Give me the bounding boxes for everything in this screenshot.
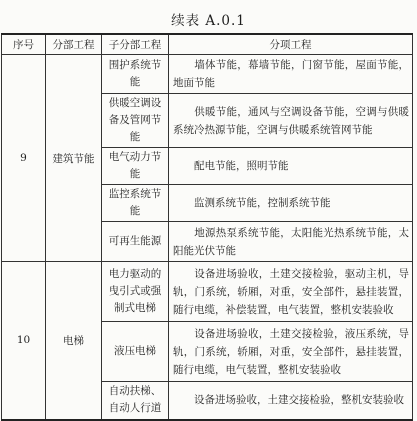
subdivision-cell: 电气动力节能 xyxy=(102,148,169,185)
items-cell xyxy=(169,148,413,185)
items-cell xyxy=(169,94,413,148)
items-text: 地源热泵系统节能，太阳能光热系统节能，太阳能光伏节能 xyxy=(173,226,409,257)
table-row xyxy=(2,55,413,94)
items-cell xyxy=(169,382,413,420)
items-cell xyxy=(169,222,413,262)
items-cell xyxy=(169,55,413,94)
items-text: 配电节能，照明节能 xyxy=(194,160,289,172)
subdivision-cell: 监控系统节能 xyxy=(102,185,169,222)
items-text: 供暖节能，通风与空调设备节能，空调与供暖系统冷热源节能，空调与供暖系统管网节能 xyxy=(173,105,409,136)
items-text: 设备进场验收，土建交接检验，整机安装验收 xyxy=(194,394,404,407)
items-text: 设备进场验收，土建交接检验，驱动主机，导轨，门系统，轿厢，对重，安全部件，悬挂装置，随行电缆，补偿装置，电气装置，整机安装验收 xyxy=(173,267,409,316)
subdivision-cell: 可再生能源 xyxy=(102,222,169,262)
subdivision-cell: 电力驱动的曳引式或强制式电梯 xyxy=(102,262,169,322)
subdivision-cell: 液压电梯 xyxy=(102,322,169,382)
division-cell: 电梯 xyxy=(46,262,102,420)
items-cell xyxy=(169,185,413,222)
table-caption: 续表 A.0.1 xyxy=(171,13,246,29)
items-text: 设备进场验收，土建交接检验，液压系统，导轨，门系统，轿厢，对重，安全部件，悬挂装置，随行电缆，电气装置，整机安装验收 xyxy=(173,327,409,376)
subdivision-cell: 围护系统节能 xyxy=(102,55,169,94)
subdivision-cell: 自动扶梯、自动人行道 xyxy=(102,382,169,420)
header-seq: 序号 xyxy=(2,34,46,55)
header-subdivision: 子分部工程 xyxy=(102,34,169,55)
subdivision-table xyxy=(1,33,413,421)
seq-cell: 10 xyxy=(2,262,46,420)
items-text: 墙体节能，幕墙节能，门窗节能，屋面节能，地面节能 xyxy=(173,59,409,89)
seq-cell: 9 xyxy=(2,55,46,262)
header-row xyxy=(2,34,413,55)
items-cell xyxy=(169,262,413,322)
header-division: 分部工程 xyxy=(46,34,102,55)
items-text: 监测系统节能，控制系统节能 xyxy=(194,197,331,209)
table-row xyxy=(2,262,413,322)
header-items: 分项工程 xyxy=(169,34,413,55)
division-cell: 建筑节能 xyxy=(46,55,102,262)
items-cell xyxy=(169,322,413,382)
subdivision-cell: 供暖空调设备及管网节能 xyxy=(102,94,169,148)
